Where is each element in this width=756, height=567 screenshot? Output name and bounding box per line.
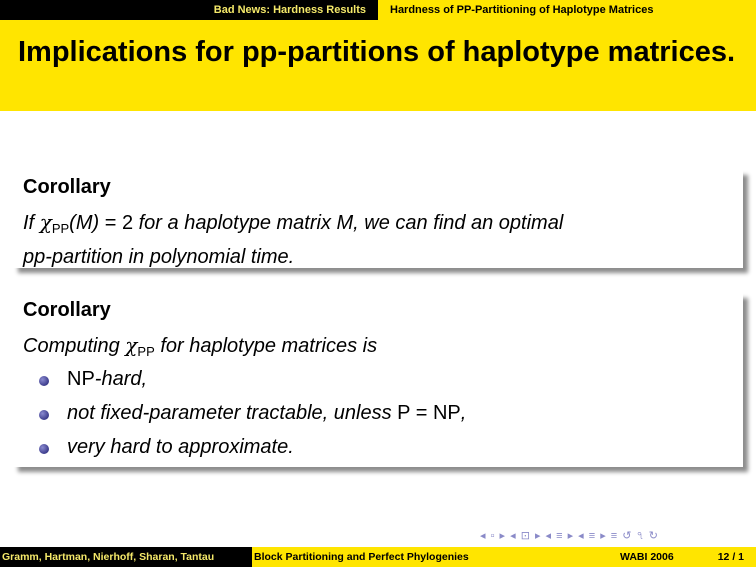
footer-conference [504,547,756,567]
title-bar [0,20,756,111]
bullet-icon [39,410,49,420]
chi-symbol: χ [39,210,52,234]
bullet-icon [39,376,49,386]
corollary-1-line-1: If $\chi_{PP}(M) = 2$ for a haplotype matrix M, we can find an optimal [23,210,564,236]
equals-two: = 2 [104,212,134,234]
chi-subscript: PP [137,344,155,359]
footer-bar [0,547,756,567]
corollary-2-bullet-list [33,365,466,467]
bullet-icon [39,444,49,454]
list-item: NP-hard, [33,365,466,399]
list-item: very hard to approximate. [33,433,466,467]
corollary-1-title: Corollary [23,176,111,198]
slide-title: Implications for pp-partitions of haplotype matrices. [18,36,736,68]
footer-page-number: 12 / 1 [717,551,744,563]
corollary-block-1 [13,170,743,268]
nav-section-link[interactable]: Bad News: Hardness Results [213,4,366,16]
top-navigation-bar [0,0,756,20]
list-item: not fixed-parameter tractable, unless P = NP, [33,399,466,433]
beamer-navigation-icons[interactable]: ◂ ▫ ▸ ◂ ⊡ ▸ ◂ ≡ ▸ ◂ ≡ ▸ ≡ ↺ ৭ ↻ [480,530,659,542]
footer-talk-title: Block Partitioning and Perfect Phylogenies [252,547,504,567]
corollary-block-2 [13,293,743,467]
corollary-2-title: Corollary [23,299,111,321]
corollary-1-line-2: pp-partition in polynomial time. [23,246,295,268]
chi-subscript: PP [51,221,70,236]
corollary-1-body [23,208,723,271]
footer-conference-name: WABI 2006 [620,551,674,563]
chi-symbol: χ [125,333,138,357]
nav-subsection-link[interactable]: Hardness of PP-Partitioning of Haplotype Matrices [378,0,756,20]
corollary-2-intro: Computing $\chi_{PP}$ for haplotype matrices is [23,333,378,359]
footer-authors: Gramm, Hartman, Nierhoff, Sharan, Tantau [0,547,252,567]
